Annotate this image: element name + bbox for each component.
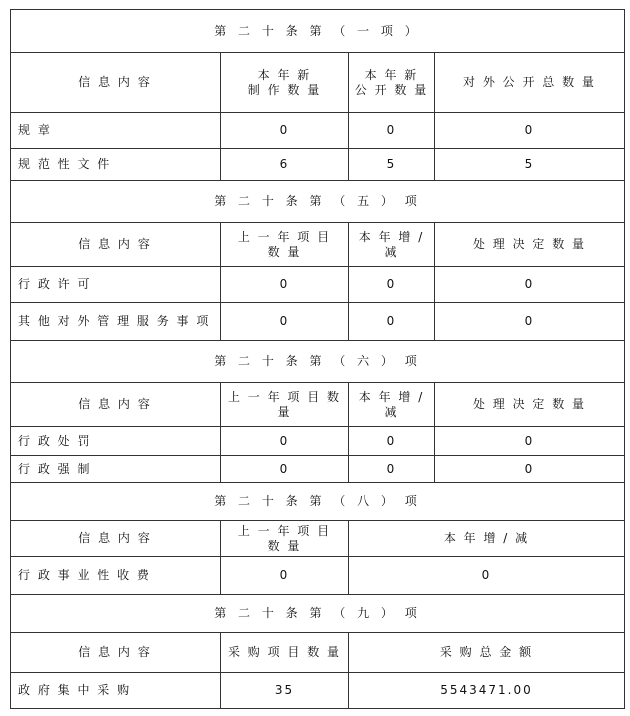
column-header: 上 一 年 项 目 数 量 <box>237 229 332 259</box>
table-cell: 0 <box>279 461 290 476</box>
table-cell: 6 <box>279 157 290 171</box>
column-header: 本 年 增 / 减 <box>443 531 530 545</box>
table-cell: 0 <box>279 123 290 137</box>
row-label: 行 政 事 业 性 收 费 <box>18 568 151 582</box>
column-header: 信 息 内 容 <box>78 531 152 545</box>
table-cell: 0 <box>279 314 290 328</box>
table-cell: 5 <box>524 157 535 171</box>
section-title: 第 二 十 条 第 （ 五 ） 项 <box>214 194 421 208</box>
section-title: 第 二 十 条 第 （ 六 ） 项 <box>214 354 421 368</box>
table-cell: 5543471.00 <box>440 683 533 697</box>
column-header: 采 购 项 目 数 量 <box>227 645 342 659</box>
table-cell: 0 <box>279 568 290 582</box>
table-cell: 0 <box>524 433 535 448</box>
table-cell: 0 <box>524 314 535 328</box>
table-cell: 0 <box>524 461 535 476</box>
table-cell: 0 <box>386 277 397 291</box>
table-cell: 0 <box>279 277 290 291</box>
table-cell: 0 <box>386 123 397 137</box>
column-header: 上 一 年 项 目 数 量 <box>237 523 332 553</box>
table-cell: 0 <box>279 433 290 448</box>
column-header: 处 理 决 定 数 量 <box>472 397 587 411</box>
row-label: 规 范 性 文 件 <box>18 157 112 171</box>
row-label: 行 政 处 罚 <box>18 433 92 448</box>
rule <box>10 708 625 709</box>
table-cell: 0 <box>524 277 535 291</box>
column-header: 信 息 内 容 <box>78 237 152 251</box>
table-cell: 0 <box>481 568 492 582</box>
table-cell: 0 <box>386 433 397 448</box>
column-header: 处 理 决 定 数 量 <box>472 237 587 251</box>
row-label: 规 章 <box>18 123 52 137</box>
column-header: 上 一 年 项 目 数 量 <box>227 389 342 419</box>
column-header: 采 购 总 金 额 <box>439 645 534 659</box>
column-header: 本 年 增 / 减 <box>358 229 425 259</box>
row-label: 行 政 许 可 <box>18 277 92 291</box>
column-header: 对 外 公 开 总 数 量 <box>463 75 596 89</box>
column-header: 本 年 增 / 减 <box>358 389 425 419</box>
table-cell: 0 <box>386 461 397 476</box>
table-cell: 0 <box>386 314 397 328</box>
table-cell: 35 <box>274 683 295 697</box>
row-label: 行 政 强 制 <box>18 461 92 476</box>
row-label: 其 他 对 外 管 理 服 务 事 项 <box>18 314 211 328</box>
column-header: 信 息 内 容 <box>78 397 152 411</box>
section-title: 第 二 十 条 第 （ 九 ） 项 <box>214 606 421 620</box>
table-cell: 5 <box>386 157 397 171</box>
column-header: 信 息 内 容 <box>78 75 152 89</box>
column-header: 本 年 新 公 开 数 量 <box>354 67 429 97</box>
section-title: 第 二 十 条 第 （ 一 项 ） <box>214 23 421 38</box>
column-header: 信 息 内 容 <box>78 645 152 659</box>
section-title: 第 二 十 条 第 （ 八 ） 项 <box>214 494 421 508</box>
row-label: 政 府 集 中 采 购 <box>18 683 132 697</box>
table-cell: 0 <box>524 123 535 137</box>
column-header: 本 年 新 制 作 数 量 <box>247 67 322 97</box>
